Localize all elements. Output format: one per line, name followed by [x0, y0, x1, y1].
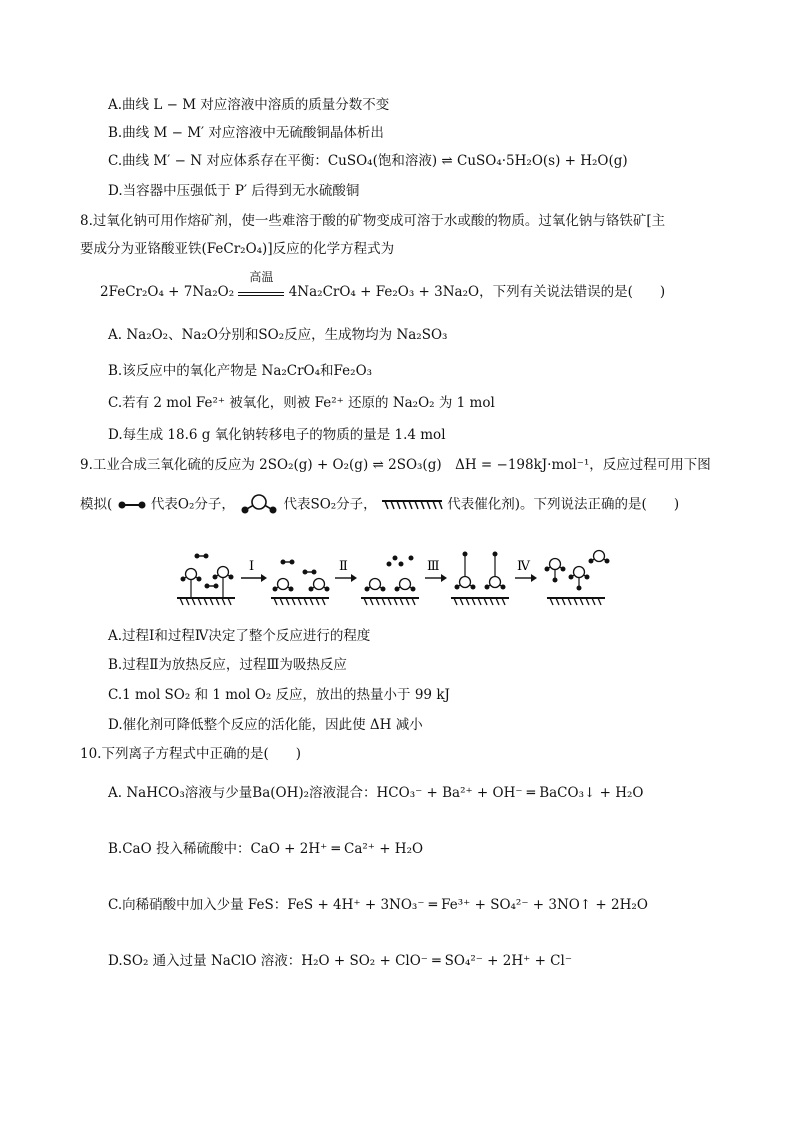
q8-option-b: B.该反应中的氧化产物是 Na₂CrO₄和Fe₂O₃ — [108, 363, 373, 379]
q10-option-c: C.向稀硝酸中加入少量 FeS：FeS + 4H⁺ + 3NO₃⁻ ═ Fe³⁺ + SO₄²⁻ + 3NO↑ + 2H₂O — [108, 897, 648, 913]
q8-option-d: D.每生成 18.6 g 氧化钠转移电子的物质的量是 1.4 mol — [108, 427, 446, 443]
q9-stem-line2 — [80, 494, 679, 516]
catalyst-surface-icon — [381, 499, 443, 511]
q8-stem-line2: 要成分为亚铬酸亚铁(FeCr₂O₄)]反应的化学方程式为 — [80, 241, 395, 257]
stage-1 — [177, 554, 235, 606]
o2-molecule-icon — [117, 500, 147, 510]
q9-stem-part-b: 代表O₂分子， — [150, 496, 235, 513]
q8-equals-sign — [238, 292, 284, 296]
step-label-3: Ⅲ — [427, 559, 440, 574]
q8-equation-condition: 高温 — [249, 270, 274, 284]
q8-equation-tail: ，下列有关说法错误的是( ) — [479, 284, 666, 300]
q8-option-c: C.若有 2 mol Fe²⁺ 被氧化，则被 Fe²⁺ 还原的 Na₂O₂ 为 1 mol — [108, 395, 495, 411]
q9-option-b: B.过程Ⅱ为放热反应，过程Ⅲ为吸热反应 — [108, 657, 347, 673]
q10-option-b: B.CaO 投入稀硫酸中：CaO + 2H⁺ ═ Ca²⁺ + H₂O — [108, 841, 424, 857]
q10-option-d: D.SO₂ 通入过量 NaClO 溶液：H₂O + SO₂ + ClO⁻ ═ SO₄²⁻ + 2H⁺ + Cl⁻ — [108, 953, 572, 969]
q7-option-b: B.曲线 M − M′ 对应溶液中无硫酸铜晶体析出 — [108, 125, 384, 141]
q8-stem-line1: 8.过氧化钠可用作熔矿剂，使一些难溶于酸的矿物变成可溶于水或酸的物质。过氧化钠与铬铁矿[主 — [80, 213, 666, 229]
q9-option-c: C.1 mol SO₂ 和 1 mol O₂ 反应，放出的热量小于 99 kJ — [108, 687, 450, 703]
stage-3 — [361, 556, 419, 606]
stage-5 — [545, 551, 610, 606]
q9-stem-line1: 9.工业合成三氧化硫的反应为 2SO₂(g) + O₂(g) ⇌ 2SO₃(g) ΔH = −198kJ·mol⁻¹，反应过程可用下图 — [80, 457, 711, 473]
q10-option-a: A. NaHCO₃溶液与少量Ba(OH)₂溶液混合：HCO₃⁻ + Ba²⁺ + OH⁻ ═ BaCO₃↓ + H₂O — [108, 785, 644, 801]
so2-molecule-icon — [239, 494, 279, 516]
stage-2 — [271, 560, 330, 606]
q9-stem-part-a: 模拟( — [80, 496, 113, 513]
step-label-4: Ⅳ — [517, 559, 530, 574]
q8-equation-right: 4Na₂CrO₄ + Fe₂O₃ + 3Na₂O — [288, 284, 480, 300]
q8-equation-left: 2FeCr₂O₄ + 7Na₂O₂ — [100, 284, 235, 300]
q8-option-a: A. Na₂O₂、Na₂O分别和SO₂反应，生成物均为 Na₂SO₃ — [108, 327, 448, 343]
q10-stem: 10.下列离子方程式中正确的是( ) — [80, 746, 302, 762]
q7-option-c-equation: CuSO₄(饱和溶液) ⇌ CuSO₄·5H₂O(s) + H₂O(g) — [327, 153, 628, 169]
step-label-1: Ⅰ — [249, 559, 255, 574]
q7-option-d: D.当容器中压强低于 P′ 后得到无水硫酸铜 — [108, 183, 360, 199]
stage-4 — [451, 552, 509, 606]
q8-equation — [100, 270, 666, 301]
q7-option-c — [108, 152, 628, 170]
q9-option-d: D.催化剂可降低整个反应的活化能，因此使 ΔH 减小 — [108, 717, 423, 733]
q7-option-c-prefix: C.曲线 M′ − N 对应体系存在平衡： — [108, 153, 328, 169]
step-label-2: Ⅱ — [339, 559, 348, 574]
q9-stem-part-c: 代表SO₂分子， — [283, 496, 377, 513]
q8-equation-arrow — [238, 270, 284, 296]
reaction-process-diagram — [175, 542, 610, 610]
q9-option-a: A.过程Ⅰ和过程Ⅳ决定了整个反应进行的程度 — [108, 628, 371, 644]
q9-stem-part-d: 代表催化剂)。下列说法正确的是( ) — [447, 496, 680, 513]
q7-option-a: A.曲线 L − M 对应溶液中溶质的质量分数不变 — [108, 97, 390, 113]
